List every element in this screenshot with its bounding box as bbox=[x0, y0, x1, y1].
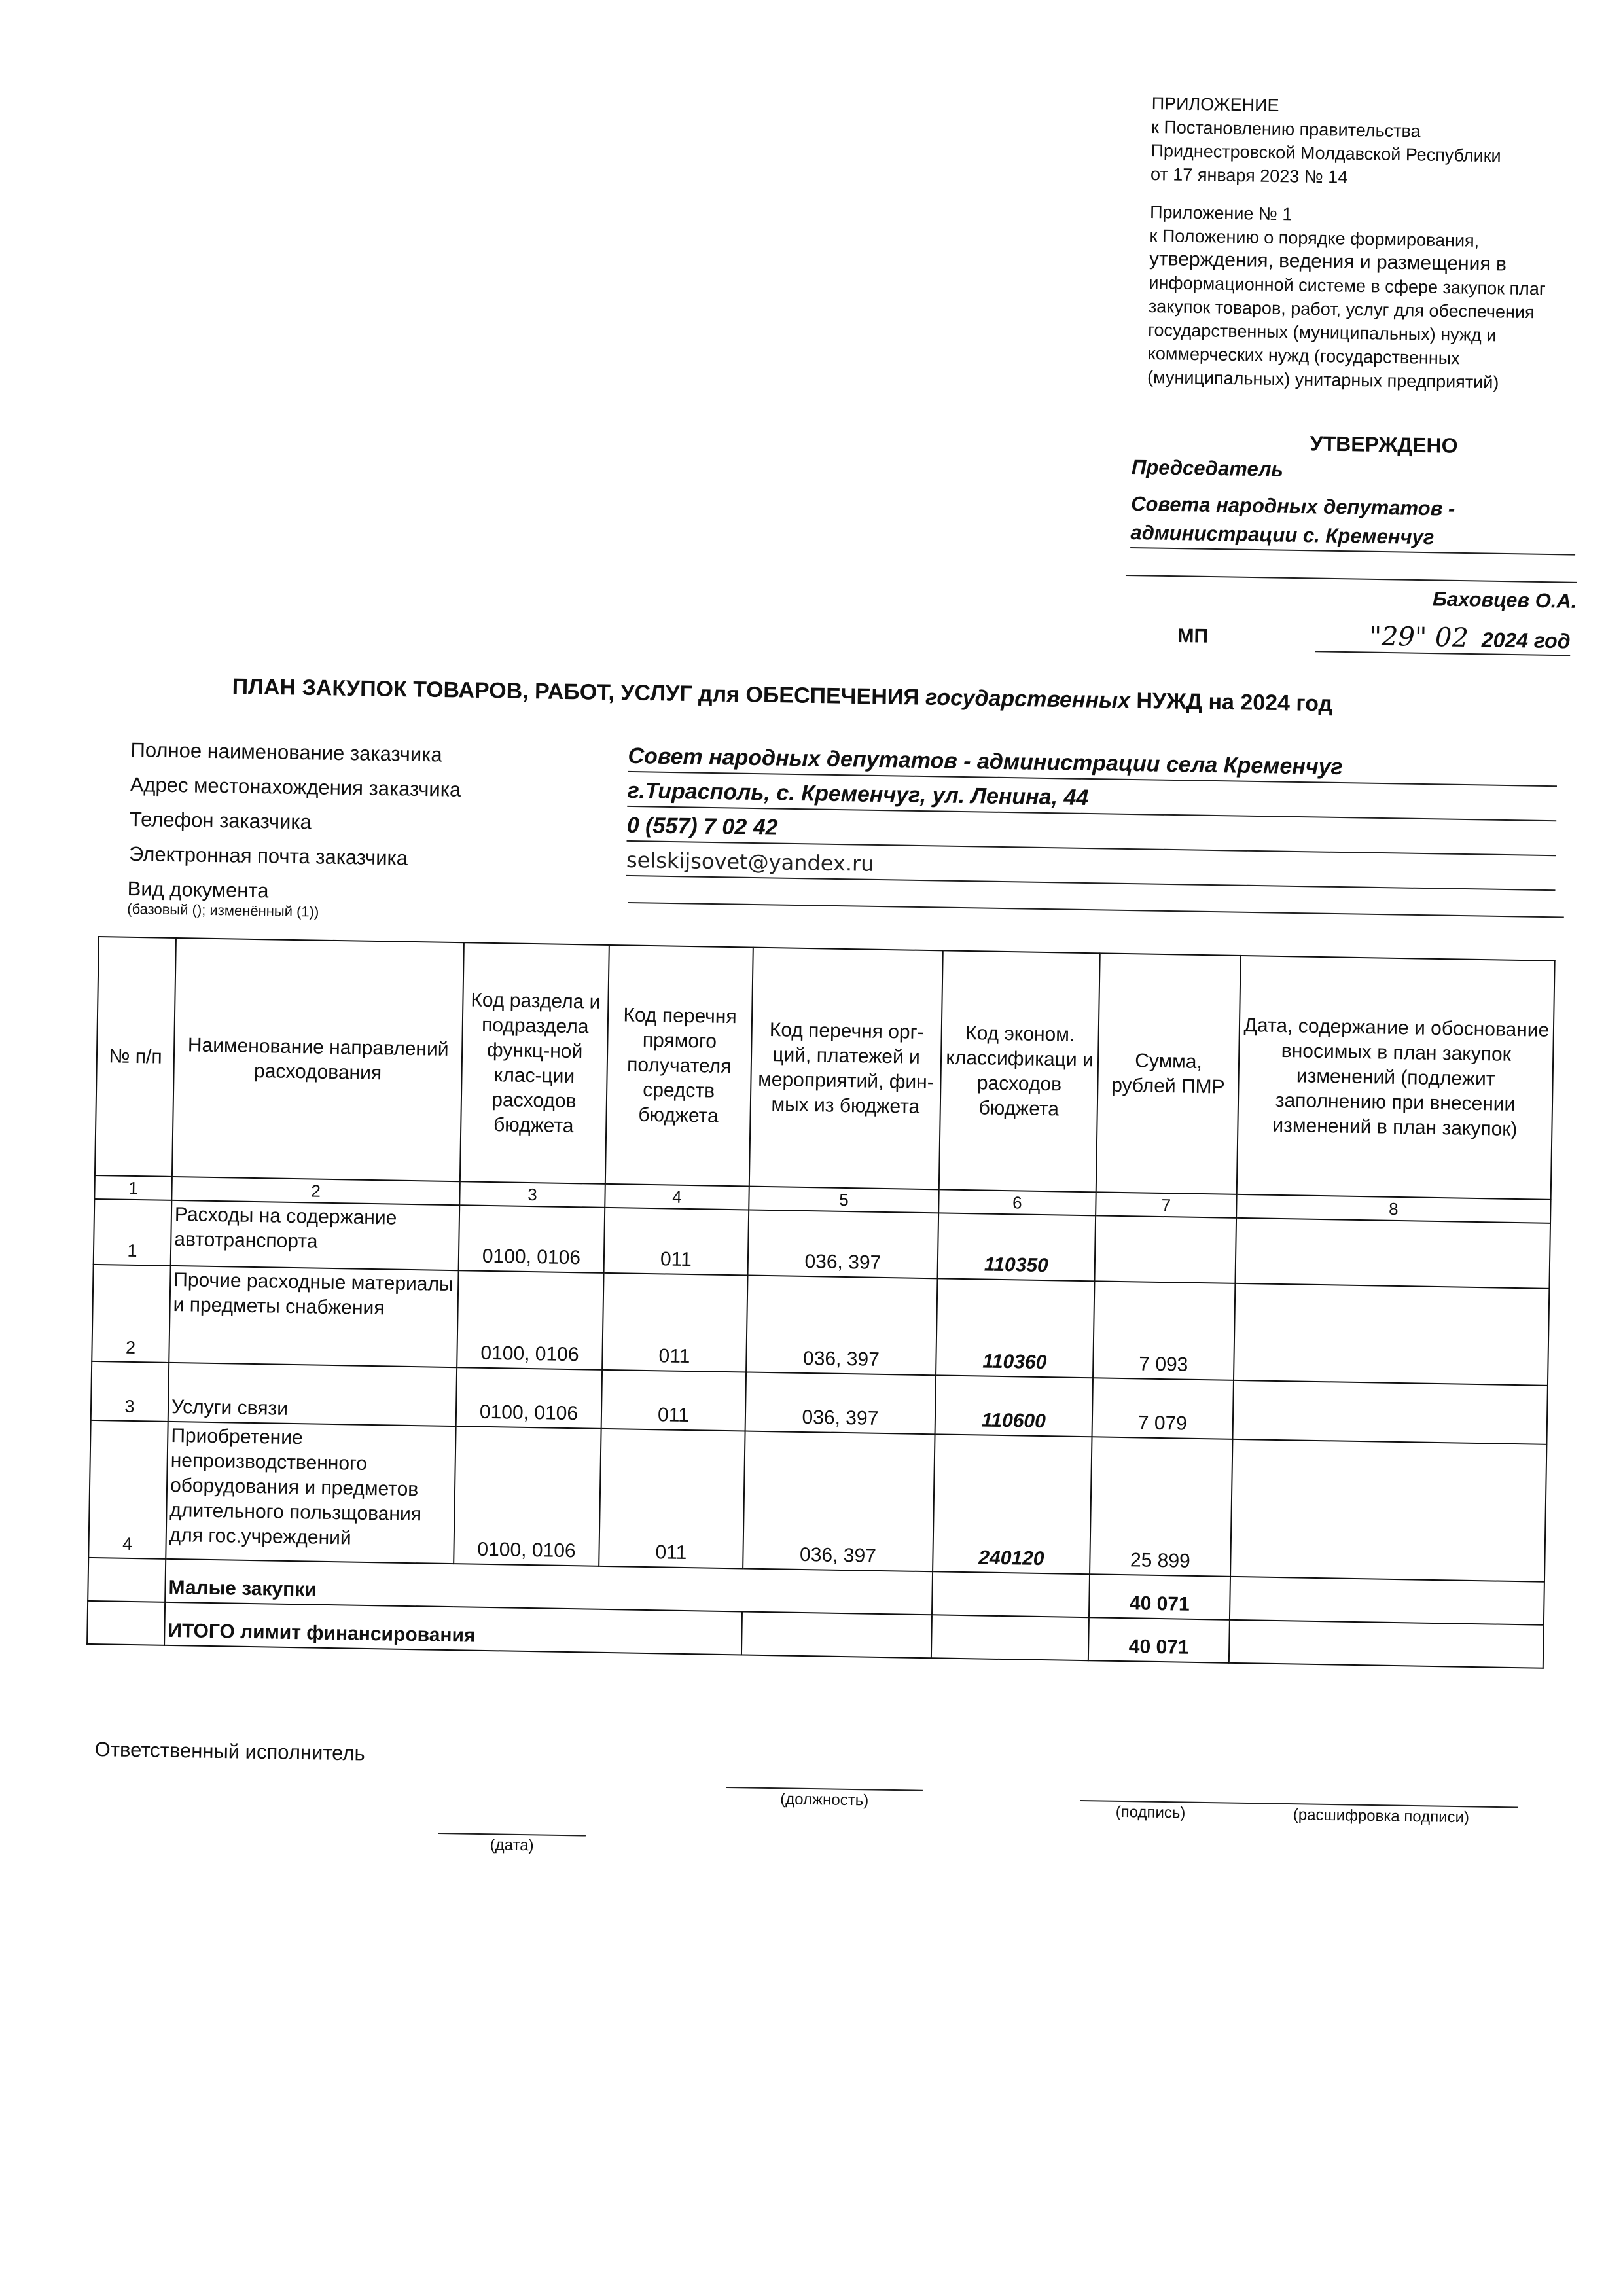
row-direction: Прочие расходные материалы и предметы снабжения bbox=[169, 1266, 458, 1367]
empty-cell bbox=[741, 1611, 932, 1658]
signature-decode-caption: (расшифровка подписи) bbox=[1293, 1806, 1470, 1827]
row-direction: Услуги связи bbox=[168, 1363, 457, 1426]
row-recipient-code: 011 bbox=[604, 1208, 749, 1276]
header-organization-code: Код перечня орг-ций, платежей и мероприятий, фин-мых из бюджета bbox=[749, 948, 943, 1190]
row-changes bbox=[1232, 1380, 1547, 1444]
appendix-line: ПРИЛОЖЕНИЕ bbox=[1151, 93, 1279, 116]
title-part1: ПЛАН ЗАКУПОК ТОВАРОВ, РАБОТ, УСЛУГ для ОБЕСПЕЧЕНИЯ bbox=[232, 674, 926, 710]
row-section-code: 0100, 0106 bbox=[454, 1426, 601, 1566]
column-number: 8 bbox=[1236, 1194, 1551, 1223]
approval-date bbox=[1315, 620, 1571, 656]
row-economic-code: 110350 bbox=[937, 1213, 1096, 1281]
row-number: 3 bbox=[91, 1361, 169, 1422]
post-caption: (должность) bbox=[726, 1787, 922, 1812]
mp-label: МП bbox=[1177, 624, 1209, 647]
approval-position: Председатель bbox=[1131, 455, 1284, 481]
sub-appendix-line: к Положению о порядке формирования, bbox=[1149, 225, 1480, 251]
row-economic-code: 240120 bbox=[933, 1434, 1092, 1574]
table-row bbox=[88, 1420, 1546, 1582]
empty-cell bbox=[932, 1571, 1090, 1617]
row-section-code: 0100, 0106 bbox=[456, 1367, 602, 1429]
total-label: ИТОГО лимит финансирования bbox=[164, 1602, 742, 1655]
row-number: 1 bbox=[94, 1199, 172, 1266]
sub-appendix-line: информационной системе в сфере закупок плаг bbox=[1149, 272, 1546, 299]
approval-date-line bbox=[1177, 619, 1571, 656]
small-purchases-label: Малые закупки bbox=[165, 1559, 933, 1615]
customer-phone-value: 0 (557) 7 02 42 bbox=[626, 810, 1556, 856]
total-sum: 40 071 bbox=[1088, 1617, 1230, 1663]
column-number: 2 bbox=[171, 1177, 460, 1205]
header-sum: Сумма, рублей ПМР bbox=[1096, 953, 1241, 1194]
approval-block bbox=[1130, 429, 1577, 556]
sub-appendix-line: коммерческих нужд (государственных bbox=[1147, 343, 1460, 368]
document-type-label: Вид документа bbox=[127, 877, 269, 903]
row-changes bbox=[1235, 1218, 1550, 1289]
approval-org-line1: Совета народных депутатов - bbox=[1130, 492, 1455, 520]
empty-cell bbox=[1230, 1577, 1544, 1625]
header-changes: Дата, содержание и обоснование вносимых в план закупок изменений (подлежит заполнению при внесении изменений в план закупок) bbox=[1237, 956, 1555, 1200]
header-number: № п/п bbox=[95, 937, 176, 1177]
appendix-line: Приднестровской Молдавской Республики bbox=[1150, 140, 1501, 166]
column-number: 4 bbox=[605, 1184, 749, 1210]
date-caption: (дата) bbox=[438, 1833, 586, 1857]
table-header-row bbox=[95, 937, 1555, 1200]
customer-address-value: г.Тирасполь, с. Кременчуг, ул. Ленина, 44 bbox=[627, 776, 1557, 821]
small-purchases-sum: 40 071 bbox=[1089, 1574, 1230, 1620]
signature-line bbox=[1079, 1800, 1518, 1829]
empty-cell bbox=[931, 1615, 1089, 1660]
sub-appendix-line: Приложение № 1 bbox=[1149, 202, 1293, 224]
row-section-code: 0100, 0106 bbox=[459, 1205, 605, 1273]
appendix-block bbox=[1147, 92, 1603, 396]
row-organization-code: 036, 397 bbox=[746, 1276, 937, 1376]
customer-email-label: Электронная почта заказчика bbox=[128, 842, 408, 870]
approval-title: УТВЕРЖДЕНО bbox=[1310, 431, 1458, 457]
row-sum: 25 899 bbox=[1090, 1437, 1232, 1577]
row-economic-code: 110600 bbox=[935, 1375, 1093, 1437]
customer-info bbox=[129, 733, 1571, 895]
row-recipient-code: 011 bbox=[602, 1273, 747, 1372]
sub-appendix-line: утверждения, ведения и размещения в bbox=[1149, 247, 1507, 276]
signature-caption: (подпись) bbox=[1115, 1803, 1186, 1822]
column-number: 1 bbox=[94, 1175, 172, 1200]
document-type-hint: (базовый (); изменённый (1)) bbox=[127, 900, 319, 920]
row-direction: Расходы на содержание автотранспорта bbox=[171, 1200, 460, 1270]
row-organization-code: 036, 397 bbox=[743, 1431, 935, 1571]
row-number: 4 bbox=[88, 1420, 168, 1559]
title-part2: государственных bbox=[925, 685, 1131, 713]
row-sum: 7 079 bbox=[1092, 1378, 1234, 1439]
page-title bbox=[232, 674, 1475, 719]
row-organization-code: 036, 397 bbox=[745, 1372, 936, 1435]
responsible-label: Ответственный исполнитель bbox=[94, 1738, 365, 1765]
approval-date-year: 2024 год bbox=[1481, 628, 1571, 653]
header-direction: Наименование направлений расходования bbox=[172, 938, 464, 1181]
purchase-plan-table bbox=[86, 936, 1556, 1669]
approval-org-line2: администрации с. Кременчуг bbox=[1130, 518, 1576, 556]
appendix-line: от 17 января 2023 № 14 bbox=[1150, 164, 1348, 187]
approval-signer: Баховцев О.А. bbox=[1432, 587, 1577, 613]
column-number: 7 bbox=[1096, 1192, 1237, 1218]
column-number: 6 bbox=[938, 1189, 1096, 1215]
header-section-code: Код раздела и подраздела функц-ной клас-ции расходов бюджета bbox=[460, 942, 609, 1184]
customer-phone-label: Телефон заказчика bbox=[129, 807, 312, 834]
column-number: 5 bbox=[749, 1187, 939, 1213]
approval-signature-line bbox=[1125, 575, 1577, 613]
row-changes bbox=[1234, 1283, 1549, 1386]
row-economic-code: 110360 bbox=[936, 1278, 1094, 1378]
customer-email-value: selskijsovet@yandex.ru bbox=[626, 845, 1556, 891]
sub-appendix-line: государственных (муниципальных) нужд и bbox=[1148, 319, 1497, 346]
empty-cell bbox=[87, 1601, 165, 1645]
row-recipient-code: 011 bbox=[601, 1370, 746, 1431]
row-changes bbox=[1230, 1439, 1546, 1582]
approval-date-handwritten: "29" 02 bbox=[1369, 621, 1469, 653]
appendix-line: к Постановлению правительства bbox=[1150, 117, 1421, 141]
sub-appendix-line: (муниципальных) унитарных предприятий) bbox=[1147, 367, 1499, 393]
customer-name-value: Совет народных депутатов - администрации села Кременчуг bbox=[628, 741, 1558, 787]
customer-name-label: Полное наименование заказчика bbox=[130, 738, 442, 766]
row-section-code: 0100, 0106 bbox=[457, 1270, 603, 1370]
header-economic-code: Код эконом. классификаци и расходов бюджета bbox=[939, 950, 1100, 1192]
empty-cell bbox=[88, 1558, 166, 1602]
row-sum bbox=[1094, 1215, 1236, 1283]
row-number: 2 bbox=[92, 1265, 170, 1363]
empty-cell bbox=[1229, 1620, 1544, 1668]
row-direction: Приобретение непроизводственного оборудования и предметов длительного пользщования для гос.учреждений bbox=[166, 1422, 455, 1564]
customer-address-label: Адрес местонахождения заказчика bbox=[130, 772, 461, 801]
title-part3: НУЖД на 2024 год bbox=[1130, 688, 1333, 717]
row-recipient-code: 011 bbox=[599, 1429, 745, 1569]
column-number: 3 bbox=[459, 1181, 605, 1208]
row-sum: 7 093 bbox=[1093, 1281, 1235, 1380]
row-organization-code: 036, 397 bbox=[748, 1210, 939, 1279]
header-recipient-code: Код перечня прямого получателя средств бюджета bbox=[605, 945, 753, 1187]
sub-appendix-line: закупок товаров, работ, услуг для обеспечения bbox=[1148, 296, 1535, 323]
